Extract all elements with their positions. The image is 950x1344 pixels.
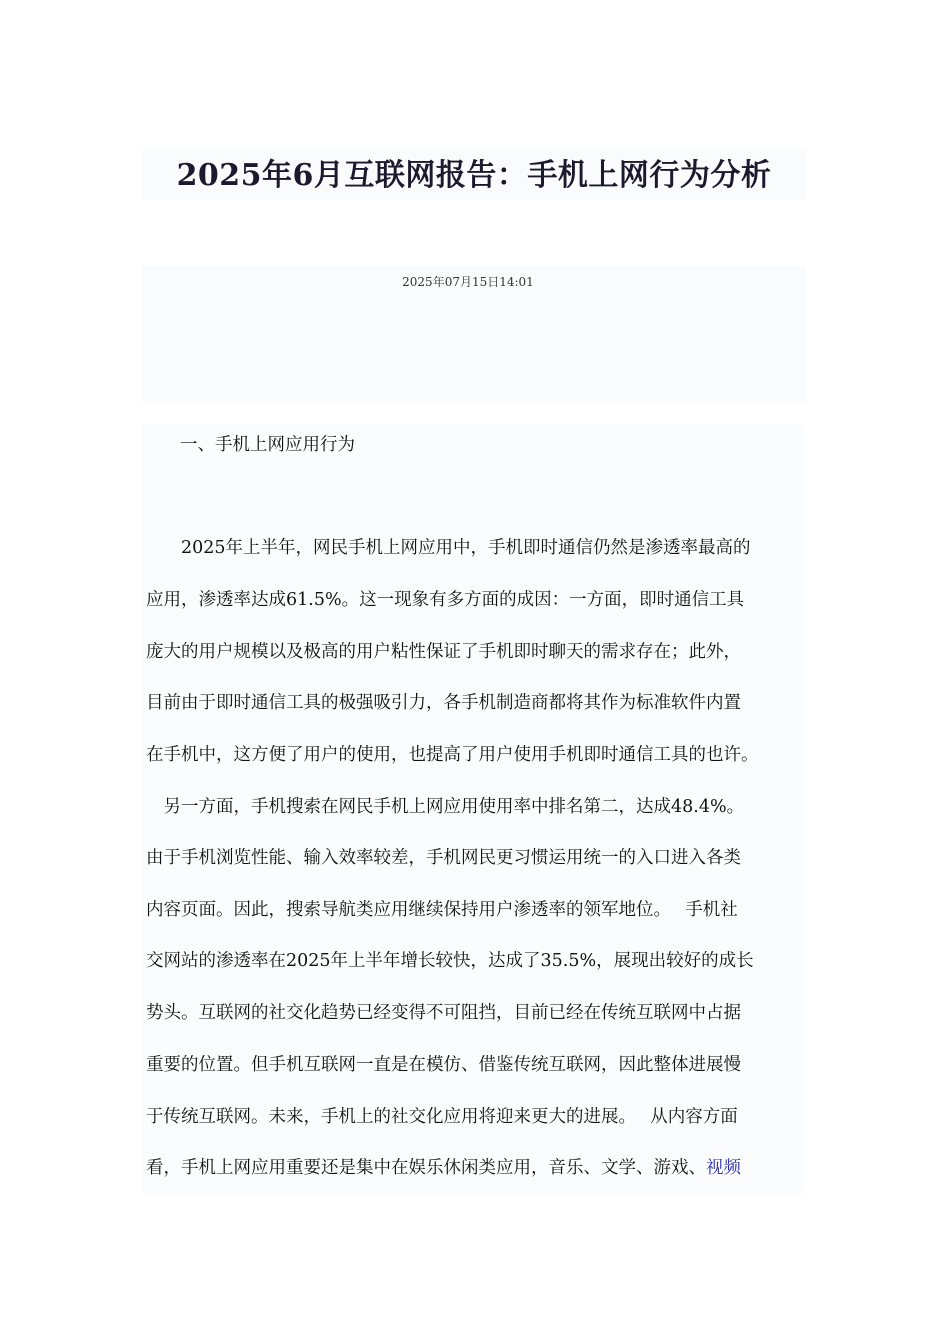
paragraph-line: 交网站的渗透率在2025年上半年增长较快，达成了35.5%，展现出较好的成长	[146, 951, 754, 971]
paragraph-line: 于传统互联网。未来，手机上的社交化应用将迎来更大的进展。 从内容方面	[146, 1107, 738, 1127]
paragraph-line: 庞大的用户规模以及极高的用户粘性保证了手机即时聊天的需求存在；此外，	[146, 642, 741, 662]
paragraph-line: 势头。互联网的社交化趋势已经变得不可阻挡，目前已经在传统互联网中占据	[146, 1003, 741, 1023]
paragraph-line: 另一方面，手机搜索在网民手机上网应用使用率中排名第二，达成48.4%。	[146, 797, 745, 817]
paragraph-line: 重要的位置。但手机互联网一直是在模仿、借鉴传统互联网，因此整体进展慢	[146, 1055, 741, 1075]
paragraph-line: 在手机中，这方便了用户的使用，也提高了用户使用手机即时通信工具的也许。	[146, 745, 759, 765]
date-banner	[142, 266, 806, 404]
paragraph-line: 2025年上半年，网民手机上网应用中，手机即时通信仍然是渗透率最高的	[146, 538, 751, 558]
page-title: 2025年6月互联网报告：手机上网行为分析	[176, 158, 772, 193]
title-banner	[142, 148, 806, 200]
article-body	[142, 424, 806, 1194]
paragraph-line: 由于手机浏览性能、输入效率较差，手机网民更习惯运用统一的入口进入各类	[146, 848, 741, 868]
video-link[interactable]: 视频	[706, 1158, 741, 1178]
paragraph-line-last	[146, 1155, 810, 1181]
publish-date: 2025年07月15日14:01	[402, 275, 534, 289]
last-line-text: 看，手机上网应用重要还是集中在娱乐休闲类应用，音乐、文学、游戏、	[146, 1158, 706, 1178]
paragraph-line: 内容页面。因此，搜索导航类应用继续保持用户渗透率的领军地位。 手机社	[146, 900, 738, 920]
section-heading: 一、手机上网应用行为	[180, 435, 355, 455]
paragraph-line: 目前由于即时通信工具的极强吸引力，各手机制造商都将其作为标准软件内置	[146, 693, 741, 713]
paragraph-line: 应用，渗透率达成61.5%。这一现象有多方面的成因：一方面，即时通信工具	[146, 590, 745, 610]
